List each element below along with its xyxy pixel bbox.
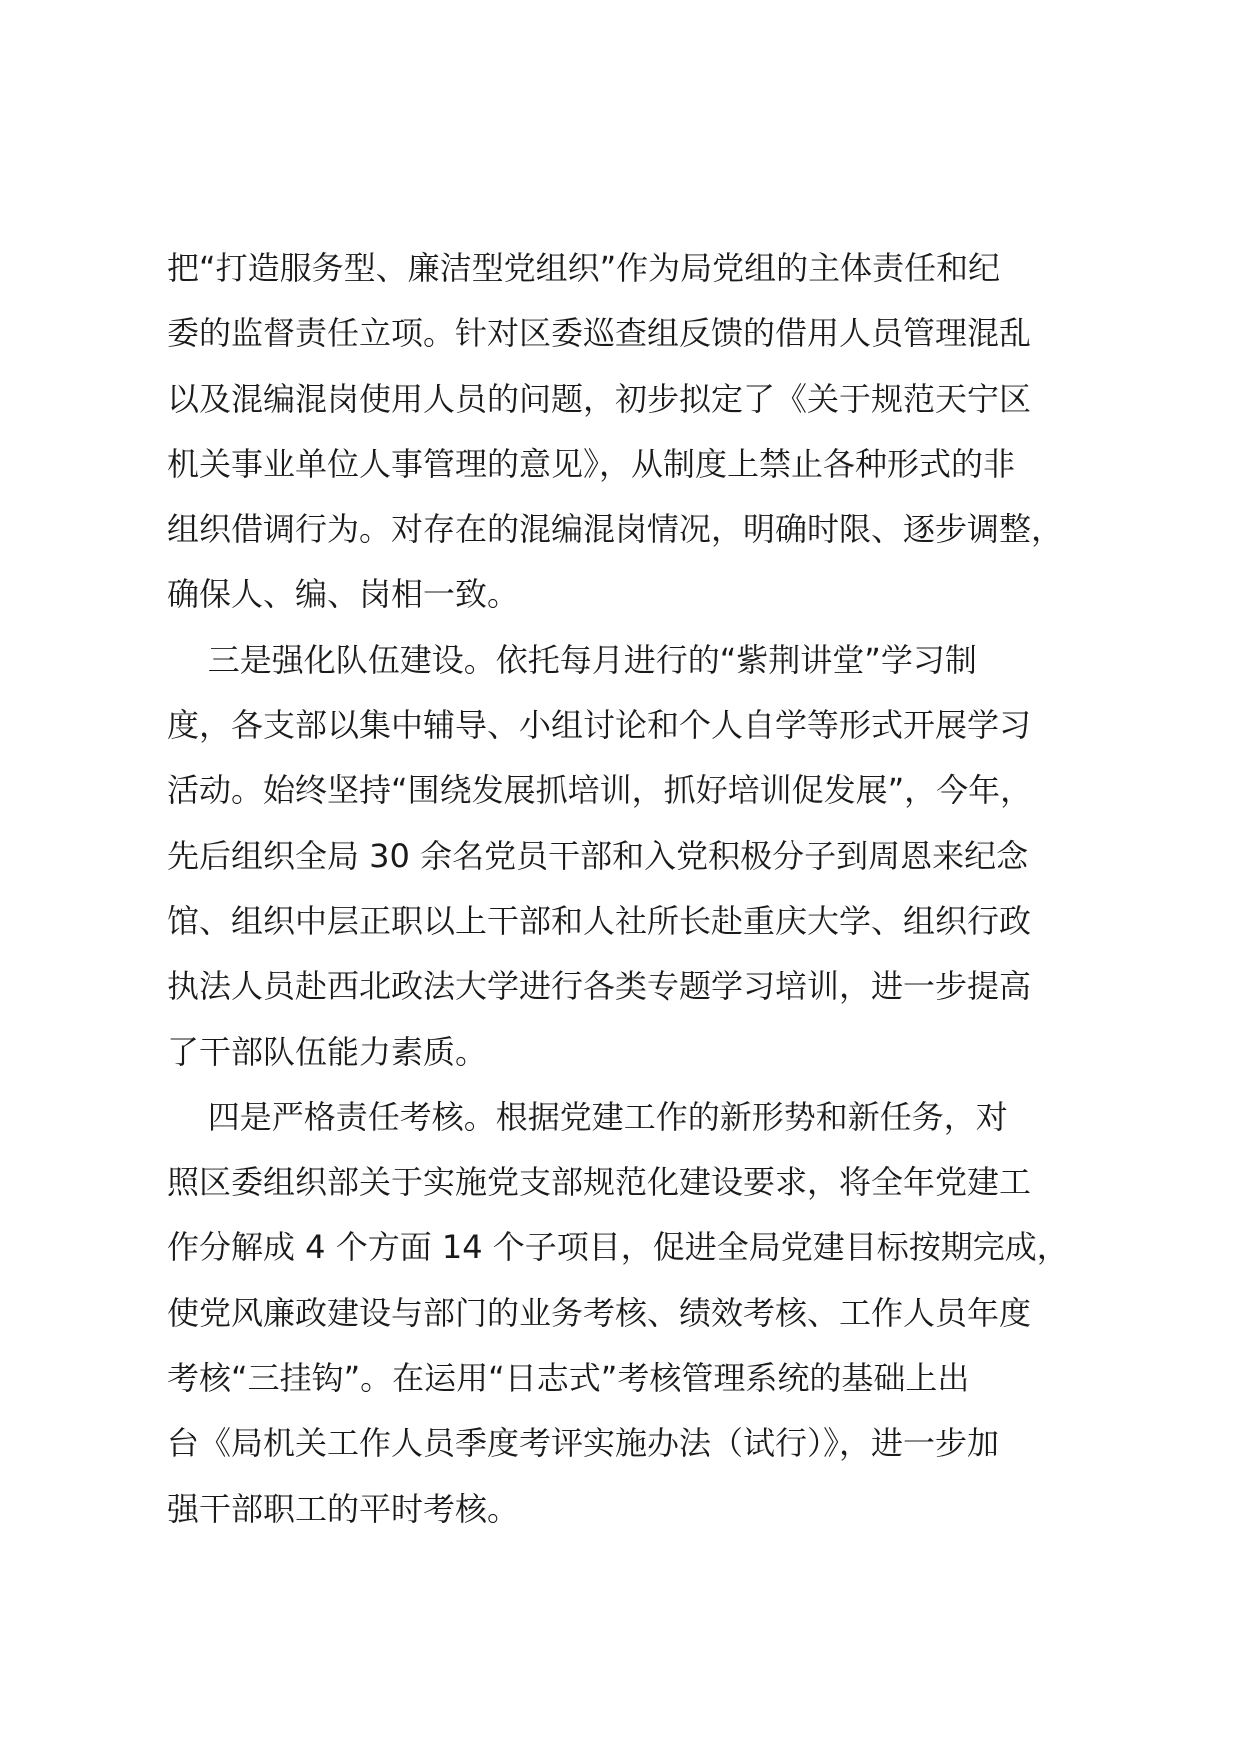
text-line: 了干部队伍能力素质。: [167, 1032, 488, 1071]
text-line: 馆、组织中层正职以上干部和人社所长赴重庆大学、组织行政: [167, 901, 1032, 940]
text-line: 台《局机关工作人员季度考评实施办法（试行）》，进一步加: [167, 1424, 1000, 1463]
text-line: 考核“三挂钩”。在运用“日志式”考核管理系统的基础上出: [167, 1359, 970, 1398]
text-line: 委的监督责任立项。针对区委巡查组反馈的借用人员管理混乱: [167, 314, 1032, 353]
text-line: 组织借调行为。对存在的混编混岗情况，明确时限、逐步调整，: [167, 510, 1064, 549]
text-line: 度，各支部以集中辅导、小组讨论和个人自学等形式开展学习: [167, 706, 1032, 745]
paragraph-continuation: [167, 236, 1127, 628]
text-line: 强干部职工的平时考核。: [167, 1489, 520, 1528]
text-line: 以及混编混岗使用人员的问题，初步拟定了《关于规范天宁区: [167, 379, 1032, 418]
paragraph-responsibility-assessment: [167, 1085, 1127, 1542]
text-line: 使党风廉政建设与部门的业务考核、绩效考核、工作人员年度: [167, 1293, 1032, 1332]
text-line: 四是严格责任考核。根据党建工作的新形势和新任务，对: [167, 1097, 1008, 1136]
text-line: 先后组织全局 30 余名党员干部和入党积极分子到周恩来纪念: [167, 836, 1029, 875]
document-body: [167, 236, 1127, 1542]
paragraph-team-building: [167, 628, 1127, 1085]
text-line: 照区委组织部关于实施党支部规范化建设要求，将全年党建工: [167, 1163, 1032, 1202]
text-line: 确保人、编、岗相一致。: [167, 575, 520, 614]
text-line: 三是强化队伍建设。依托每月进行的“紫荆讲堂”学习制: [167, 640, 977, 679]
text-line: 把“打造服务型、廉洁型党组织”作为局党组的主体责任和纪: [167, 249, 1001, 287]
text-line: 执法人员赴西北政法大学进行各类专题学习培训，进一步提高: [167, 967, 1032, 1006]
text-line: 作分解成 4 个方面 14 个子项目，促进全局党建目标按期完成，: [167, 1228, 1069, 1267]
text-line: 机关事业单位人事管理的意见》，从制度上禁止各种形式的非: [167, 444, 1016, 483]
text-line: 活动。始终坚持“围绕发展抓培训，抓好培训促发展”，今年，: [167, 771, 1033, 810]
